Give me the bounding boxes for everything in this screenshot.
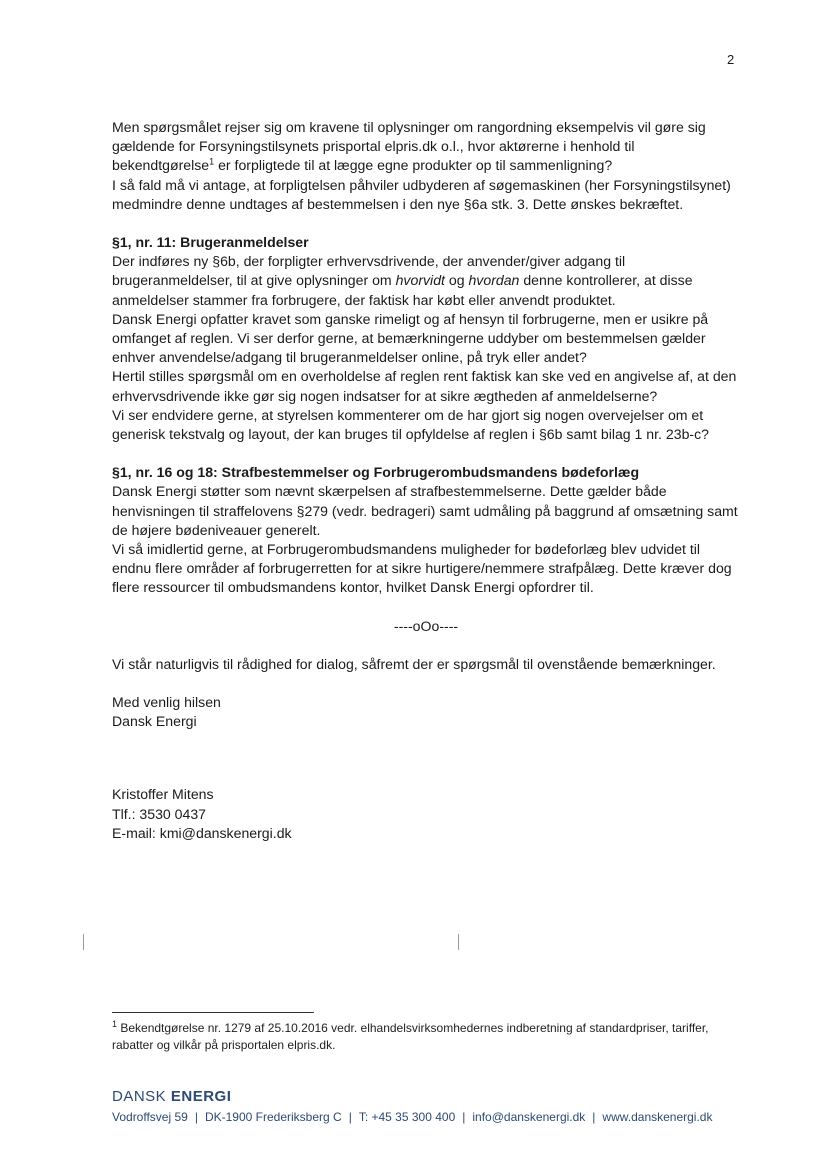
- paragraph-omfang: Dansk Energi opfatter kravet som ganske rimeligt og af hensyn til forbrugerne, men er usikre på omfanget af reglen. Vi ser derfor gerne, at bemærkningerne uddyber om bestemmelsen gælder enhver anvendelse/adgang til brugeranmeldelser online, på tryk eller andet?: [112, 310, 709, 366]
- paragraph-tekstvalg: Vi ser endvidere gerne, at styrelsen kommenterer om de har gjort sig nogen overvejelser om et generisk tekstvalg og layout, der kan bruges til opfyldelse af reglen i §6b samt bilag 1 nr. 23b-c?: [112, 406, 709, 443]
- section-heading-brugeranmeldelser: §1, nr. 11: Brugeranmeldelser: [112, 234, 309, 251]
- paragraph-rangordning: Men spørgsmålet rejser sig om kravene til oplysninger om rangordning eksempelvis vil gøre sig gældende for Forsyningstilsynets prisportal elpris.dk o.l., hvor aktørerne i henhold til bekendtgørelse$^1$ er forpligtede til at lægge egne produkter op til sammenligning?: [112, 119, 706, 174]
- closing-paragraph: Vi står naturligvis til rådighed for dialog, såfremt der er spørgsmål til ovenstående bemærkninger.: [112, 655, 716, 672]
- footnote-reference[interactable]: 1: [209, 156, 215, 167]
- footnote: $^1$ Bekendtgørelse nr. 1279 af 25.10.2016 vedr. elhandelsvirksomhedernes indberetning af standardpriser, tariffer, rabatter og vilkår på prisportalen elpris.dk.: [112, 1019, 709, 1052]
- paragraph-boedeforlaeg: Vi så imidlertid gerne, at Forbrugerombudsmandens muligheder for bødeforlæg blev udvidet til endnu flere områder af forbrugerretten for at sikre hurtigere/nemmere strafpålæg. Dette kræver dog flere ressourcer til ombudsmandens kontor, hvilket Dansk Energi opfordrer til.: [112, 541, 732, 596]
- footer-address: Vodroffsvej 59: [112, 1110, 188, 1124]
- paragraph-skaerpelse: Dansk Energi støtter som nævnt skærpelsen af strafbestemmelserne. Dette gælder både henvisningen til straffelovens §279 (vedr. bedrageri) samt udmåling på baggrund af omsætning samt de højere bødeniveauer generelt.: [112, 483, 738, 538]
- footer-city: DK-1900 Frederiksberg C: [204, 1110, 342, 1124]
- footer-phone: T: +45 35 300 400: [358, 1110, 456, 1124]
- footer-email-link[interactable]: info@danskenergi.dk: [472, 1110, 586, 1124]
- footer-contact-line: Vodroffsvej 59 | DK-1900 Frederiksberg C | T: +45 35 300 400 | info@danskenergi.dk | www.danskenergi.dk: [112, 1110, 713, 1124]
- greeting: Med venlig hilsen: [112, 694, 221, 711]
- paragraph-overholdelse: Hertil stilles spørgsmål om en overholdelse af reglen rent faktisk kan ske ved en angivelse af, at den erhvervsdrivende ikke gør sig nogen indsatser for at sikre ægtheden af anmeldelserne?: [112, 368, 737, 404]
- signer-email[interactable]: E-mail: kmi@danskenergi.dk: [112, 824, 292, 841]
- signer-name: Kristoffer Mitens: [112, 786, 214, 803]
- section-heading-strafbestemmelser: §1, nr. 16 og 18: Strafbestemmelser og Forbrugerombudsmandens bødeforlæg: [112, 464, 640, 481]
- organization-name: Dansk Energi: [112, 713, 197, 730]
- scan-mark: [83, 934, 84, 950]
- section-divider: ----oOo----: [393, 617, 459, 634]
- letter-body: [112, 118, 740, 843]
- brand-logo: DANSK ENERGI: [112, 1088, 232, 1105]
- page-number: 2: [727, 52, 735, 67]
- footnote-separator: [112, 1012, 314, 1013]
- scan-mark: [458, 934, 459, 950]
- paragraph-ny-6b: Der indføres ny §6b, der forpligter erhvervsdrivende, der anvender/giver adgang til brugeranmeldelser, til at give oplysninger om hvorvidt og hvordan denne kontrollerer, at disse anmeldelser stammer fra forbrugere, der faktisk har købt eller anvendt produktet.: [112, 253, 693, 308]
- footer-web-link[interactable]: www.danskenergi.dk: [602, 1110, 713, 1124]
- paragraph-forpligtelse: I så fald må vi antage, at forpligtelsen påhviler udbyderen af søgemaskinen (her Forsyningstilsynet) medmindre denne undtages af bestemmelsen i den nye §6a stk. 3. Dette ønskes bekræftet.: [112, 176, 731, 212]
- signer-phone: Tlf.: 3530 0437: [112, 805, 207, 822]
